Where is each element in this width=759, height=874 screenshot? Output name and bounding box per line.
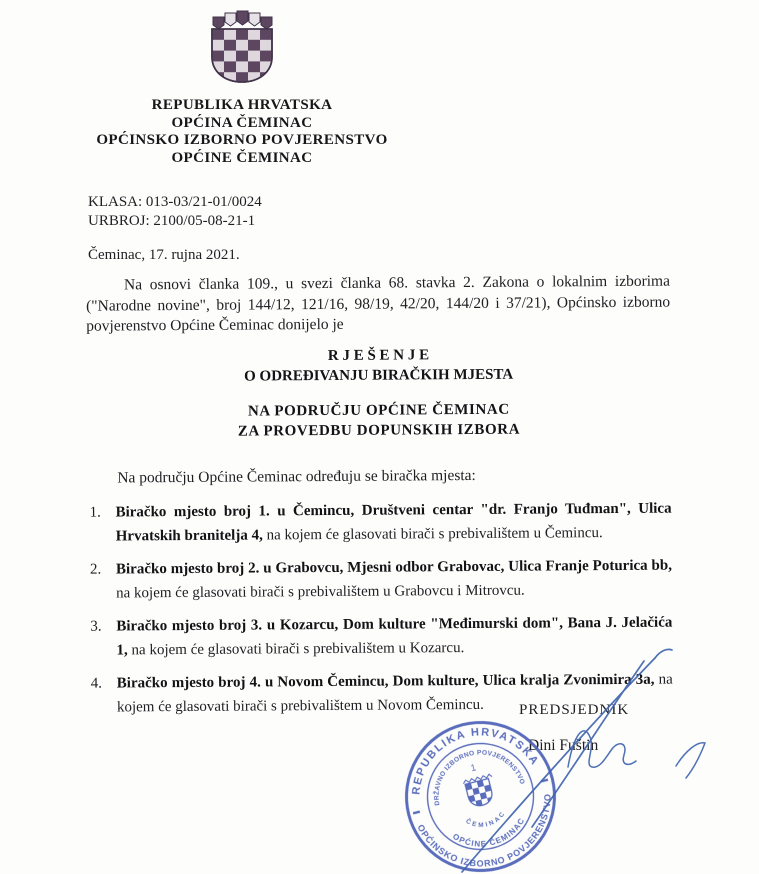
- polling-place-voters: na kojem će glasovati birači s prebivalištem u Novom Čemincu.: [116, 671, 673, 715]
- item-number: 2.: [89, 561, 102, 578]
- stamp-inner-top-text: DRŽAVNO IZBORNO POVJERENSTVO: [433, 749, 526, 806]
- stamp-number: 1: [469, 762, 478, 774]
- signature-stroke-long: [462, 658, 655, 872]
- signer-name: Dini Fuštin: [528, 737, 599, 754]
- signature-stroke-name: [568, 731, 636, 767]
- reference-block: [88, 193, 759, 230]
- polling-place-location: Biračko mjesto broj 4. u Novom Čemincu, Dom kulture, Ulica kralja Zvonimira 3a,: [116, 671, 655, 691]
- list-intro-line: Na području Općine Čeminac određuju se biračka mjesta:: [117, 466, 476, 486]
- header-line-municipality: OPĆINA ČEMINAC: [171, 114, 313, 131]
- urbroj-line: URBROJ: 2100/05-08-21-1: [88, 212, 256, 229]
- polling-place-item-2: [88, 553, 672, 605]
- place-date-line: Čeminac, 17. rujna 2021.: [88, 247, 240, 263]
- decision-title: [86, 343, 670, 387]
- polling-place-location: Biračko mjesto broj 1. u Čemincu, Društveni centar "dr. Franjo Tuđman", Ulica Hrvatskih branitelja 4,: [115, 500, 672, 544]
- signer-role-label: PREDSJEDNIK: [519, 702, 630, 718]
- polling-place-voters: na kojem će glasovati birači s prebivalištem u Grabovcu i Mitrovcu.: [116, 582, 525, 601]
- polling-place-location: Biračko mjesto broj 2. u Grabovcu, Mjesni odbor Grabovac, Ulica Franje Poturica bb,: [115, 557, 672, 577]
- legal-basis-paragraph: Na osnovi članka 109., u svezi članka 68. stavka 2. Zakona o lokalnim izborima ("Narodne novine", broj 144/12, 121/16, 98/19, 42/20, 144/20 i 37/21), Općinsko izborno povjerenstvo Općine Čeminac donijelo je: [86, 272, 671, 335]
- signature-stroke-flourish: [676, 743, 705, 778]
- title-subject: O ODREĐIVANJU BIRAČKIH MJESTA: [244, 366, 514, 385]
- item-number: 4.: [90, 675, 103, 692]
- header-line-commission: OPĆINSKO IZBORNO POVJERENSTVO: [96, 132, 388, 148]
- subtitle-purpose: ZA PROVEDBU DOPUNSKIH IZBORA: [237, 421, 521, 440]
- handwritten-signature: [420, 645, 720, 874]
- polling-place-location: Biračko mjesto broj 3. u Kozarcu, Dom kulture "Međimurski dom", Bana J. Jelačića 1,: [116, 614, 673, 658]
- institution-header: [0, 97, 484, 167]
- klasa-line: KLASA: 013-03/21-01/0024: [88, 194, 262, 210]
- stamp-place-text: ČEMINAC: [464, 809, 508, 830]
- item-number: 1.: [89, 504, 101, 521]
- header-line-republic: REPUBLIKA HRVATSKA: [151, 97, 333, 113]
- stamp-inner-bottom-text: OPĆINE ČEMINAC: [451, 816, 527, 849]
- decision-subtitle: [87, 398, 671, 442]
- signature-stroke-hook: [655, 649, 672, 658]
- item-number: 3.: [90, 618, 102, 635]
- polling-place-voters: na kojem će glasovati birači s prebivalištem u Kozarcu.: [127, 639, 465, 658]
- title-rjesenje: R J E Š E N J E: [327, 346, 430, 364]
- polling-place-item-1: [87, 496, 671, 548]
- header-line-commission-of: OPĆINE ČEMINAC: [171, 149, 313, 166]
- signature-stroke-second: [532, 661, 644, 827]
- subtitle-area: NA PODRUČJU OPĆINE ČEMINAC: [247, 401, 510, 420]
- stamp-outer-top-text: REPUBLIKA HRVATSKA: [410, 726, 542, 796]
- polling-place-voters: na kojem će glasovati birači s prebivalištem u Čemincu.: [262, 524, 603, 543]
- coat-of-arms-graphic: [204, 5, 280, 85]
- croatia-coat-of-arms-icon: [0, 0, 484, 90]
- stamp-outer-bottom-text: OPĆINSKO IZBORNO POVJERENSTVO: [415, 793, 553, 869]
